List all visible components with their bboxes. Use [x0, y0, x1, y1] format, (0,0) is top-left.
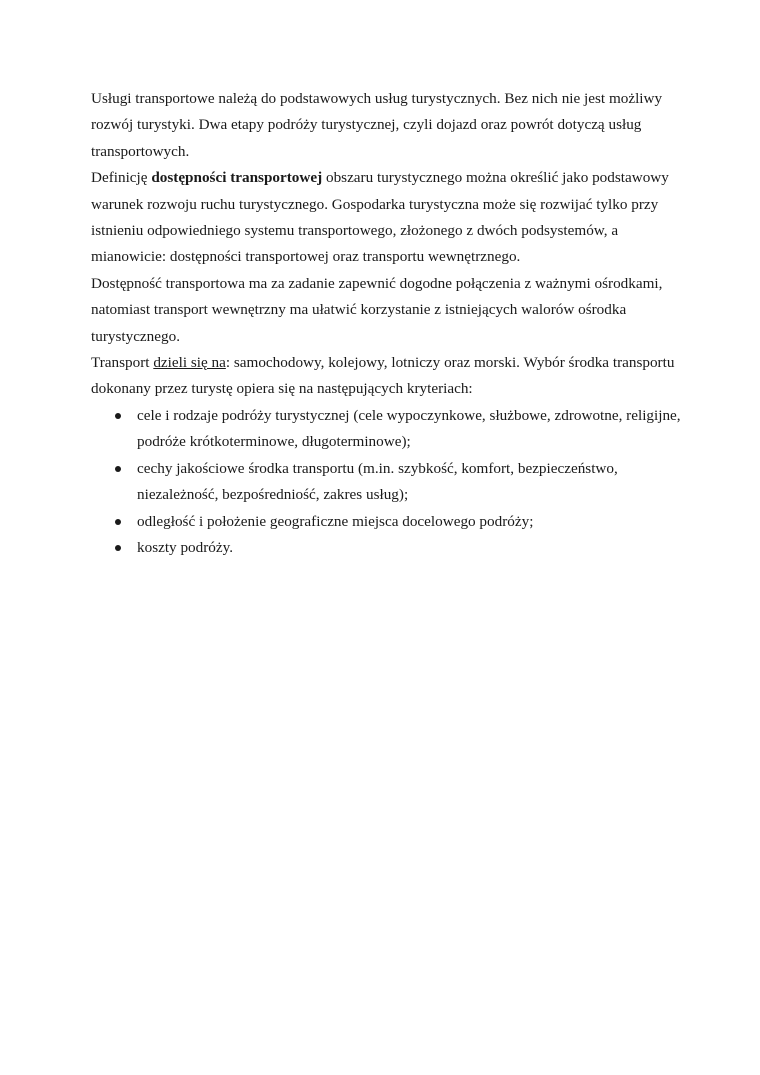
transport-lead-text: Transport — [91, 354, 154, 372]
document-body — [91, 86, 681, 561]
bullet-icon — [115, 413, 121, 419]
list-item-text: cechy jakościowe środka transportu (m.in. szybkość, komfort, bezpieczeństwo, niezależność, bezpośredniość, zakres usług); — [137, 459, 618, 504]
bullet-icon — [115, 519, 121, 525]
paragraph-intro: Usługi transportowe należą do podstawowych usług turystycznych. Bez nich nie jest możliwy rozwój turystyki. Dwa etapy podróży turystycznej, czyli dojazd oraz powrót dotyczą usług transportowych. — [91, 90, 663, 160]
definition-lead-text: Definicję — [91, 169, 152, 187]
list-item — [91, 509, 681, 535]
list-item — [91, 456, 681, 509]
list-item — [91, 403, 681, 456]
definition-term: dostępności transportowej — [151, 169, 323, 187]
definition-rest-text: obszaru turystycznego można określić jako podstawowy warunek rozwoju ruchu turystycznego. Gospodarka turystyczna może się rozwijać tylko przy istnieniu odpowiedniego systemu transportowego, złożonego z dwóch podsystemów, a mianowicie: dostępności transportowej oraz transportu wewnętrznego. — [91, 169, 669, 266]
list-item-text: koszty podróży. — [137, 538, 234, 556]
transport-underlined-text: dzieli się na — [153, 354, 226, 372]
list-item-text: odległość i położenie geograficzne miejsca docelowego podróży; — [137, 512, 534, 530]
paragraph-accessibility: Dostępność transportowa ma za zadanie zapewnić dogodne połączenia z ważnymi ośrodkami, natomiast transport wewnętrzny ma ułatwić korzystanie z istniejących walorów ośrodka turystycznego. — [91, 274, 663, 345]
bullet-icon — [115, 466, 121, 472]
paragraph-transport-types — [91, 350, 681, 403]
list-item — [91, 535, 681, 561]
transport-rest-text: : samochodowy, kolejowy, lotniczy oraz morski. Wybór środka transportu dokonany przez turystę opiera się na następujących kryteriach: — [91, 354, 675, 398]
criteria-list — [91, 403, 681, 561]
list-item-text: cele i rodzaje podróży turystycznej (cele wypoczynkowe, służbowe, zdrowotne, religijne, podróże krótkoterminowe, długoterminowe); — [137, 406, 681, 451]
bullet-icon — [115, 545, 121, 551]
paragraph-definition — [91, 165, 681, 271]
